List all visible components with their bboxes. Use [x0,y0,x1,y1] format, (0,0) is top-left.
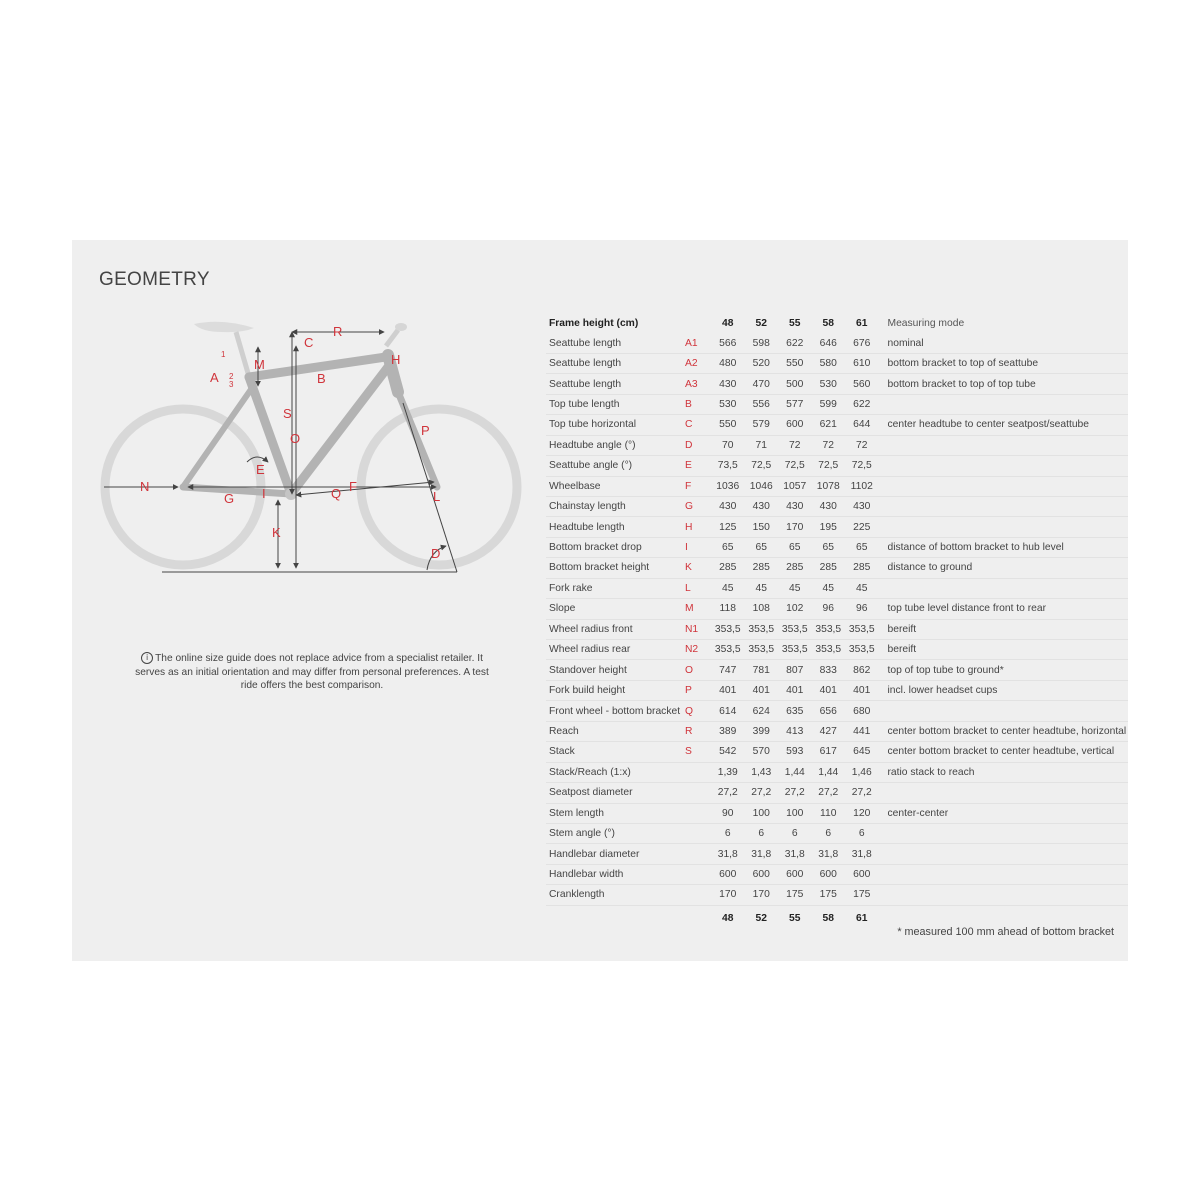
table-header-row [546,314,1128,333]
row-value: 65 [711,537,745,557]
row-value: 110 [812,803,846,823]
row-value: 353,5 [711,619,745,639]
row-value: 170 [745,885,779,905]
note-text: The online size guide does not replace advice from a specialist retailer. It serves as an initial orientation and may differ from personal preferences. A test ride offers the best comparison. [135,653,489,691]
row-value: 71 [745,435,779,455]
row-measuring-mode: center-center [879,803,1128,823]
row-value: 45 [845,578,879,598]
row-label: Fork build height [546,680,685,700]
row-measuring-mode [879,864,1128,884]
row-value: 550 [778,353,812,373]
row-value: 6 [711,823,745,843]
row-value: 175 [812,885,846,905]
row-code: L [685,578,711,598]
row-code: P [685,680,711,700]
row-value: 45 [745,578,779,598]
table-row [546,844,1128,864]
saddle [194,322,254,332]
row-value: 646 [812,333,846,353]
row-value: 285 [745,558,779,578]
stem [386,330,398,346]
row-value: 807 [778,660,812,680]
row-value: 579 [745,415,779,435]
row-code: I [685,537,711,557]
row-label: Wheelbase [546,476,685,496]
row-label: Stack [546,742,685,762]
label-I: I [262,486,266,501]
geometry-table [546,314,1128,932]
row-value: 1,44 [778,762,812,782]
row-label: Stem length [546,803,685,823]
row-value: 45 [778,578,812,598]
row-label: Seattube angle (°) [546,456,685,476]
row-value: 31,8 [845,844,879,864]
row-measuring-mode [879,885,1128,905]
row-value: 1,43 [745,762,779,782]
row-label: Chainstay length [546,496,685,516]
row-value: 430 [711,496,745,516]
label-H: H [391,352,401,367]
row-code: S [685,742,711,762]
row-value: 285 [778,558,812,578]
table-row [546,823,1128,843]
row-value: 65 [812,537,846,557]
row-value: 624 [745,701,779,721]
row-value: 65 [778,537,812,557]
row-measuring-mode: bottom bracket to top of top tube [879,374,1128,394]
row-value: 430 [745,496,779,516]
row-value: 6 [778,823,812,843]
row-value: 550 [711,415,745,435]
table-row [546,353,1128,373]
row-value: 353,5 [745,619,779,639]
row-label: Cranklength [546,885,685,905]
row-label: Handlebar diameter [546,844,685,864]
row-value: 580 [812,353,846,373]
table-row [546,476,1128,496]
label-N: N [140,479,150,494]
row-value: 401 [845,680,879,700]
row-code: N1 [685,619,711,639]
row-measuring-mode: center bottom bracket to center headtube, vertical [879,742,1128,762]
label-Q: Q [331,486,342,501]
row-value: 566 [711,333,745,353]
row-label: Fork rake [546,578,685,598]
row-value: 621 [812,415,846,435]
row-value: 170 [778,517,812,537]
row-value: 577 [778,394,812,414]
row-value: 118 [711,599,745,619]
row-value: 401 [778,680,812,700]
row-value: 600 [778,864,812,884]
row-value: 1078 [812,476,846,496]
row-value: 480 [711,353,745,373]
label-K: K [272,525,281,540]
row-value: 27,2 [745,783,779,803]
row-code [685,823,711,843]
table-row [546,762,1128,782]
row-label: Front wheel - bottom bracket [546,701,685,721]
row-value: 353,5 [745,640,779,660]
label-P: P [421,423,430,438]
row-value: 353,5 [778,640,812,660]
row-measuring-mode [879,823,1128,843]
row-value: 530 [711,394,745,414]
row-value: 1057 [778,476,812,496]
handlebar [395,323,407,331]
row-code [685,803,711,823]
row-measuring-mode [879,435,1128,455]
label-R: R [333,324,343,339]
row-measuring-mode: top tube level distance front to rear [879,599,1128,619]
row-code: G [685,496,711,516]
row-value: 353,5 [711,640,745,660]
row-value: 530 [812,374,846,394]
row-value: 617 [812,742,846,762]
row-value: 72,5 [812,456,846,476]
row-value: 781 [745,660,779,680]
row-value: 45 [711,578,745,598]
row-code [685,762,711,782]
row-value: 27,2 [845,783,879,803]
table-row [546,701,1128,721]
chainring [285,488,297,500]
row-label: Top tube horizontal [546,415,685,435]
label-A2: 2 [229,372,234,381]
table-row [546,640,1128,660]
page-title: GEOMETRY [99,269,210,290]
row-value: 1036 [711,476,745,496]
row-value: 353,5 [845,619,879,639]
row-value: 72 [845,435,879,455]
row-value: 862 [845,660,879,680]
row-value: 600 [745,864,779,884]
row-value: 108 [745,599,779,619]
row-value: 31,8 [711,844,745,864]
table-row [546,333,1128,353]
footer-size: 52 [755,913,767,925]
footer-size: 61 [856,913,868,925]
footer-size: 48 [722,913,734,925]
row-value: 1,46 [845,762,879,782]
table-row [546,517,1128,537]
table-row [546,721,1128,741]
row-code [685,844,711,864]
row-value: 27,2 [711,783,745,803]
header-size: 48 [722,318,734,330]
row-value: 542 [711,742,745,762]
row-value: 45 [812,578,846,598]
row-value: 470 [745,374,779,394]
size-guide-note [132,652,492,693]
row-value: 65 [845,537,879,557]
header-size: 61 [856,318,868,330]
row-value: 96 [812,599,846,619]
row-value: 353,5 [812,640,846,660]
row-value: 65 [745,537,779,557]
header-size: 55 [789,318,801,330]
row-measuring-mode [879,476,1128,496]
label-L: L [433,489,441,504]
row-code: M [685,599,711,619]
row-value: 1,44 [812,762,846,782]
row-value: 399 [745,721,779,741]
row-value: 598 [745,333,779,353]
table-row [546,435,1128,455]
row-code: F [685,476,711,496]
row-label: Seatpost diameter [546,783,685,803]
row-value: 833 [812,660,846,680]
row-value: 72,5 [745,456,779,476]
row-value: 6 [845,823,879,843]
table-row [546,537,1128,557]
label-M: M [254,357,265,372]
row-value: 27,2 [812,783,846,803]
row-measuring-mode [879,783,1128,803]
footnote: * measured 100 mm ahead of bottom bracket [897,926,1114,938]
row-code: A1 [685,333,711,353]
row-value: 70 [711,435,745,455]
table-row [546,374,1128,394]
row-value: 170 [711,885,745,905]
row-value: 747 [711,660,745,680]
row-value: 175 [845,885,879,905]
row-value: 72 [778,435,812,455]
row-value: 622 [845,394,879,414]
row-measuring-mode [879,578,1128,598]
row-value: 593 [778,742,812,762]
table-row [546,803,1128,823]
bike-geometry-diagram [72,240,542,640]
row-measuring-mode: bereift [879,640,1128,660]
row-value: 100 [778,803,812,823]
row-value: 31,8 [778,844,812,864]
row-value: 427 [812,721,846,741]
row-measuring-mode [879,517,1128,537]
row-label: Reach [546,721,685,741]
row-code: R [685,721,711,741]
row-code: N2 [685,640,711,660]
table-row [546,783,1128,803]
row-label: Wheel radius rear [546,640,685,660]
table-row [546,619,1128,639]
row-value: 656 [812,701,846,721]
table-row [546,578,1128,598]
row-value: 27,2 [778,783,812,803]
row-value: 430 [812,496,846,516]
label-A3: 3 [229,380,234,389]
row-label: Seattube length [546,353,685,373]
row-label: Top tube length [546,394,685,414]
table-row [546,742,1128,762]
table-row [546,885,1128,905]
row-value: 441 [845,721,879,741]
row-value: 610 [845,353,879,373]
table-row [546,599,1128,619]
row-value: 600 [845,864,879,884]
row-measuring-mode: bottom bracket to top of seattube [879,353,1128,373]
table-row [546,558,1128,578]
table-row [546,415,1128,435]
label-O: O [290,431,301,446]
row-measuring-mode: center bottom bracket to center headtube, horizontal [879,721,1128,741]
row-label: Bottom bracket height [546,558,685,578]
row-label: Standover height [546,660,685,680]
row-measuring-mode: distance of bottom bracket to hub level [879,537,1128,557]
row-value: 556 [745,394,779,414]
table-row [546,680,1128,700]
row-code: E [685,456,711,476]
row-value: 430 [778,496,812,516]
table-row [546,394,1128,414]
label-G: G [224,491,235,506]
row-value: 285 [711,558,745,578]
row-value: 600 [812,864,846,884]
row-measuring-mode: nominal [879,333,1128,353]
row-label: Slope [546,599,685,619]
row-label: Stack/Reach (1:x) [546,762,685,782]
header-measuring-mode: Measuring mode [887,318,965,330]
row-value: 520 [745,353,779,373]
row-value: 285 [845,558,879,578]
row-code: A2 [685,353,711,373]
row-value: 353,5 [845,640,879,660]
row-value: 31,8 [812,844,846,864]
row-measuring-mode [879,456,1128,476]
row-value: 413 [778,721,812,741]
row-value: 353,5 [812,619,846,639]
geometry-panel [72,240,1128,961]
info-icon: i [141,652,153,664]
row-measuring-mode [879,394,1128,414]
row-value: 72 [812,435,846,455]
row-value: 90 [711,803,745,823]
row-value: 430 [845,496,879,516]
row-code [685,885,711,905]
row-value: 600 [778,415,812,435]
row-value: 72,5 [778,456,812,476]
row-value: 401 [812,680,846,700]
row-label: Stem angle (°) [546,823,685,843]
row-value: 6 [812,823,846,843]
label-F: F [349,479,357,494]
row-value: 73,5 [711,456,745,476]
label-A1: 1 [221,350,226,359]
row-measuring-mode: bereift [879,619,1128,639]
row-value: 600 [711,864,745,884]
row-value: 635 [778,701,812,721]
table-row [546,456,1128,476]
row-value: 570 [745,742,779,762]
row-measuring-mode: ratio stack to reach [879,762,1128,782]
row-value: 6 [745,823,779,843]
row-value: 120 [845,803,879,823]
row-measuring-mode [879,701,1128,721]
row-code: O [685,660,711,680]
row-value: 1102 [845,476,879,496]
row-code: A3 [685,374,711,394]
row-code: H [685,517,711,537]
row-value: 680 [845,701,879,721]
footer-size: 55 [789,913,801,925]
header-frame-height: Frame height (cm) [549,318,639,330]
row-value: 353,5 [778,619,812,639]
row-value: 599 [812,394,846,414]
row-code: K [685,558,711,578]
header-code [685,314,711,333]
row-value: 614 [711,701,745,721]
row-measuring-mode: top of top tube to ground* [879,660,1128,680]
row-value: 72,5 [845,456,879,476]
row-value: 100 [745,803,779,823]
row-value: 125 [711,517,745,537]
row-value: 175 [778,885,812,905]
row-label: Seattube length [546,374,685,394]
row-value: 401 [711,680,745,700]
row-value: 560 [845,374,879,394]
row-value: 195 [812,517,846,537]
label-A: A [210,370,219,385]
row-code [685,783,711,803]
row-value: 401 [745,680,779,700]
row-value: 500 [778,374,812,394]
label-B: B [317,371,326,386]
table-row [546,496,1128,516]
row-label: Handlebar width [546,864,685,884]
footer-size: 58 [822,913,834,925]
row-value: 430 [711,374,745,394]
row-label: Bottom bracket drop [546,537,685,557]
row-code: D [685,435,711,455]
label-C: C [304,335,314,350]
header-size: 52 [755,318,767,330]
table-row [546,660,1128,680]
header-size: 58 [822,318,834,330]
label-S: S [283,406,292,421]
row-label: Headtube length [546,517,685,537]
row-label: Seattube length [546,333,685,353]
row-measuring-mode: center headtube to center seatpost/seattube [879,415,1128,435]
row-value: 622 [778,333,812,353]
row-measuring-mode: incl. lower headset cups [879,680,1128,700]
row-label: Wheel radius front [546,619,685,639]
row-value: 285 [812,558,846,578]
row-value: 31,8 [745,844,779,864]
row-value: 225 [845,517,879,537]
row-value: 676 [845,333,879,353]
row-value: 1046 [745,476,779,496]
row-value: 150 [745,517,779,537]
row-value: 645 [845,742,879,762]
row-code: B [685,394,711,414]
row-code: Q [685,701,711,721]
row-measuring-mode [879,844,1128,864]
label-D: D [431,546,441,561]
row-value: 1,39 [711,762,745,782]
row-value: 644 [845,415,879,435]
row-value: 102 [778,599,812,619]
row-code: C [685,415,711,435]
row-value: 96 [845,599,879,619]
row-code [685,864,711,884]
row-value: 389 [711,721,745,741]
label-E: E [256,462,265,477]
row-measuring-mode [879,496,1128,516]
row-label: Headtube angle (°) [546,435,685,455]
row-measuring-mode: distance to ground [879,558,1128,578]
table-row [546,864,1128,884]
